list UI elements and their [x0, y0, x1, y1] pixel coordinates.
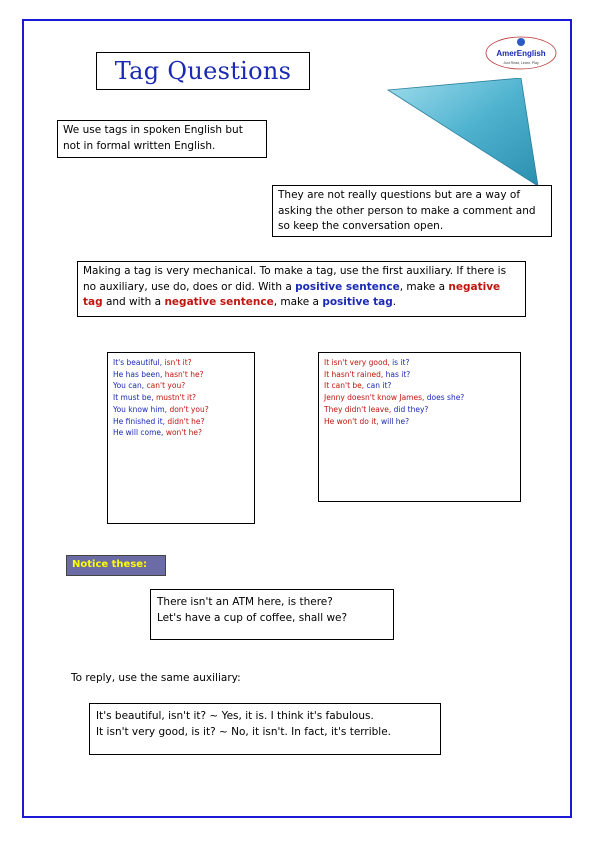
example-sentence: It isn't very good,	[324, 358, 393, 367]
example-line	[113, 427, 249, 439]
reply-box	[89, 703, 441, 755]
example-line	[324, 357, 515, 369]
example-line	[324, 416, 515, 428]
example-line	[113, 380, 249, 392]
example-sentence: It hasn't rained,	[324, 369, 386, 379]
notice-label: Notice these:	[66, 555, 166, 576]
example-line	[113, 369, 249, 381]
notice-line: There isn't an ATM here, is there?	[157, 596, 333, 608]
decorative-triangle	[386, 78, 546, 188]
example-tag: won't he?	[165, 428, 203, 438]
example-tag: isn't it?	[164, 358, 192, 367]
example-line	[113, 404, 249, 416]
example-sentence: It's beautiful,	[113, 358, 165, 367]
example-sentence: He finished it,	[113, 416, 168, 426]
example-tag: does she?	[426, 393, 465, 403]
example-sentence: It must be,	[113, 393, 156, 403]
example-sentence: Jenny doesn't know James,	[324, 393, 427, 403]
example-tag: can't you?	[146, 381, 186, 391]
title-box	[96, 52, 310, 90]
explanation-box	[272, 185, 552, 237]
rule-text-2: , make a	[399, 280, 449, 293]
rule-text-3: and with a	[102, 296, 165, 308]
example-sentence: It can't be,	[324, 381, 367, 391]
example-line	[324, 369, 515, 381]
explanation-text: They are not really questions but are a way of asking the other person to make a comment and so keep the conversation open.	[278, 189, 536, 232]
negative-sentence-term: negative sentence	[164, 296, 274, 308]
example-tag: has it?	[385, 369, 411, 379]
example-line	[324, 404, 515, 416]
reply-line: It isn't very good, is it? ~ No, it isn't. In fact, it's terrible.	[96, 725, 392, 738]
negative-examples-box	[318, 352, 521, 502]
example-line	[113, 392, 249, 404]
example-line	[113, 416, 249, 428]
example-sentence: He won't do it,	[324, 416, 382, 426]
example-sentence: They didn't leave,	[324, 404, 394, 414]
negative-tag-term: negative tag	[83, 280, 501, 308]
intro-text: We use tags in spoken English but not in formal written English.	[63, 124, 243, 152]
reply-line: It's beautiful, isn't it? ~ Yes, it is. I think it's fabulous.	[96, 710, 374, 722]
example-sentence: You know him,	[113, 404, 170, 414]
example-tag: didn't he?	[167, 416, 205, 426]
example-line	[324, 380, 515, 392]
example-tag: don't you?	[169, 404, 209, 414]
example-sentence: He has been,	[113, 369, 165, 379]
example-tag: did they?	[393, 404, 429, 414]
logo-text: AmerEnglish	[496, 49, 546, 58]
example-tag: will he?	[381, 416, 410, 426]
rule-text-1: Making a tag is very mechanical. To make a tag, use the first auxiliary. If there is no auxiliary, use do, does or did. With a	[83, 265, 507, 293]
page-title: Tag Questions	[114, 57, 292, 85]
rule-text-5: .	[392, 296, 397, 308]
example-line	[324, 392, 515, 404]
amerenglish-logo	[485, 36, 557, 70]
example-tag: is it?	[392, 358, 410, 367]
example-tag: mustn't it?	[155, 393, 197, 403]
intro-box	[57, 120, 267, 158]
positive-sentence-term: positive sentence	[295, 280, 400, 293]
example-line	[113, 357, 249, 369]
notice-box	[150, 589, 394, 640]
logo-subtext: Just Read, Learn, Play	[503, 61, 539, 65]
example-sentence: You can,	[113, 381, 147, 391]
example-sentence: He will come,	[113, 428, 166, 438]
example-tag: hasn't he?	[164, 369, 204, 379]
positive-examples-box	[107, 352, 255, 524]
positive-tag-term: positive tag	[322, 296, 393, 308]
rule-text-4: , make a	[273, 296, 323, 308]
notice-line: Let's have a cup of coffee, shall we?	[157, 611, 348, 624]
example-tag: can it?	[366, 381, 392, 391]
reply-intro: To reply, use the same auxiliary:	[71, 672, 241, 684]
rule-box	[77, 261, 526, 317]
